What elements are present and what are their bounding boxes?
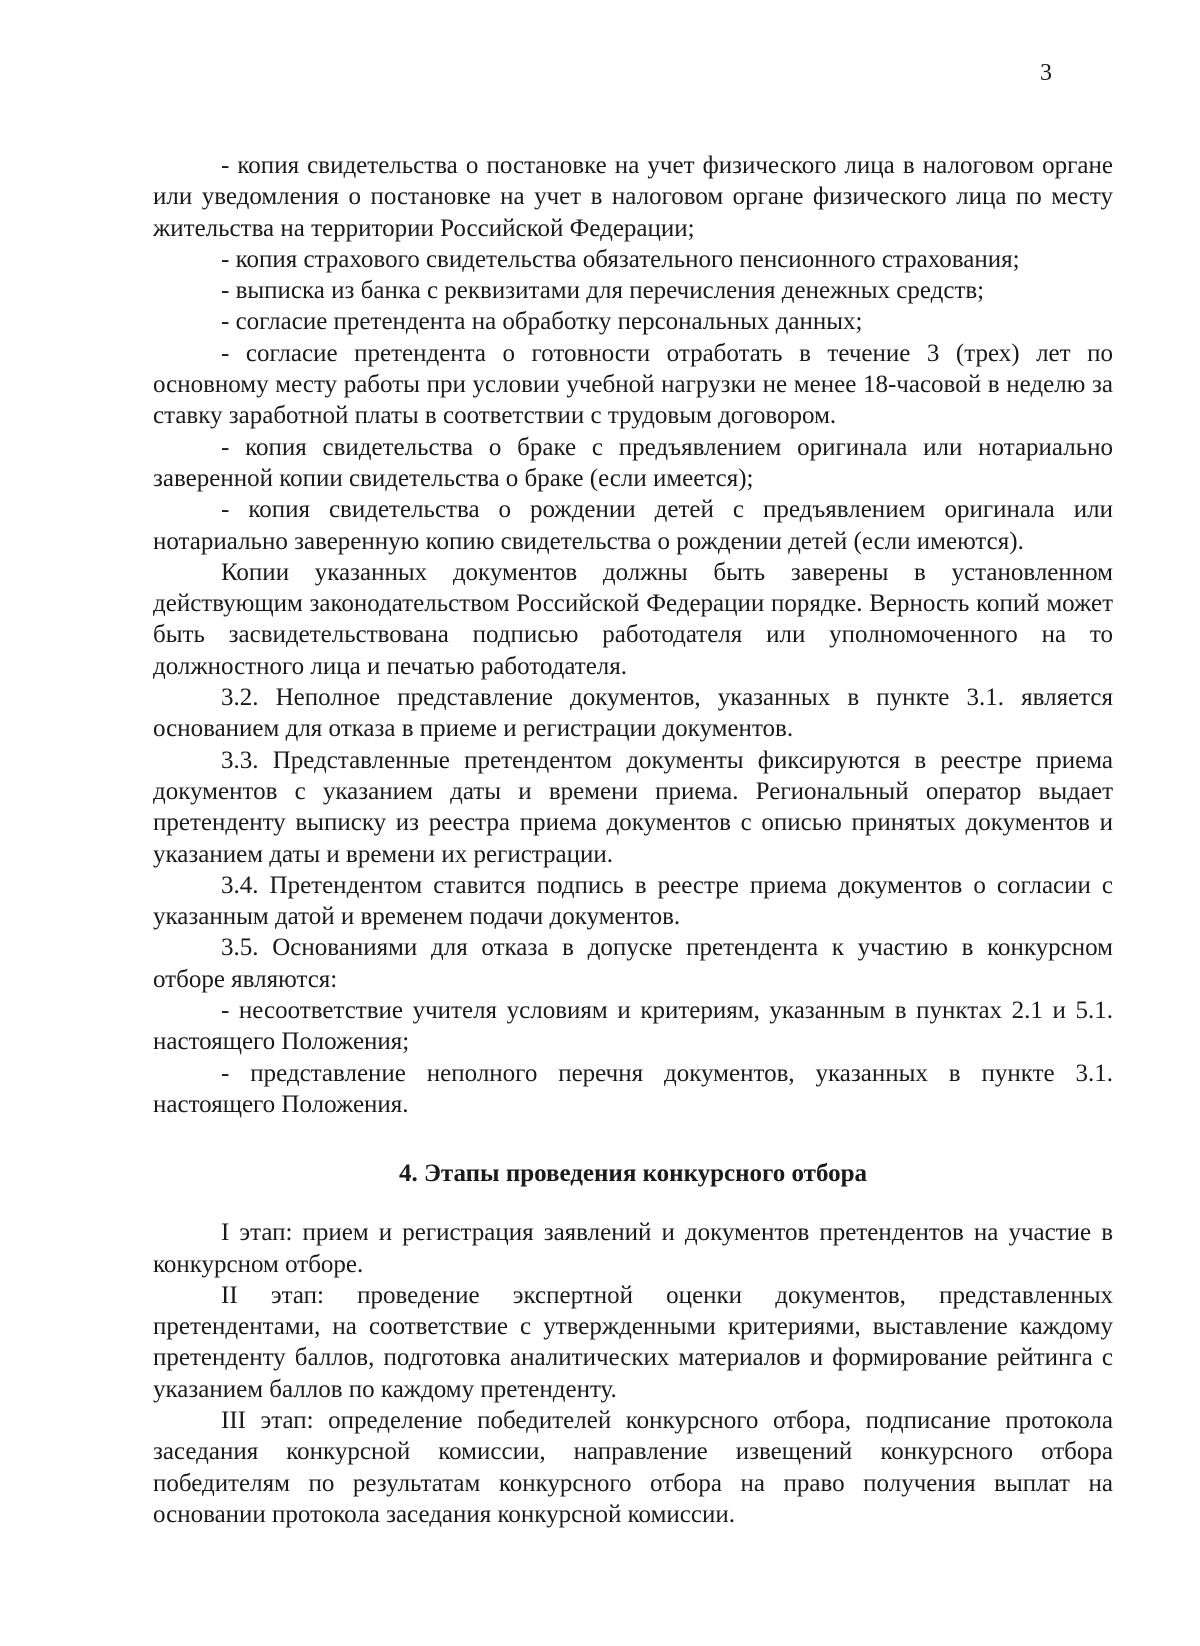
paragraph-refusal-reason-2: - представление неполного перечня документов, указанных в пункте 3.1. настоящего Положения. bbox=[153, 1059, 1113, 1118]
paragraph-stage-1: I этап: прием и регистрация заявлений и документов претендентов на участие в конкурсном отборе. bbox=[153, 1219, 1113, 1278]
document-body bbox=[153, 150, 1113, 1530]
paragraph-3-2: 3.2. Неполное представление документов, указанных в пункте 3.1. является основанием для отказа в приеме и регистрации документов. bbox=[153, 684, 1113, 743]
paragraph-tax-certificate: - копия свидетельства о постановке на учет физического лица в налоговом органе или уведомления о постановке на учет в налоговом органе физического лица по месту жительства на территории Российской Федерации; bbox=[153, 152, 1113, 242]
paragraph-work-consent: - согласие претендента о готовности отработать в течение 3 (трех) лет по основному месту работы при условии учебной нагрузки не менее 18-часовой в неделю за ставку заработной платы в соответствии с трудовым договором. bbox=[153, 339, 1113, 430]
paragraph-3-3: 3.3. Представленные претендентом документы фиксируются в реестре приема документов с указанием даты и времени приема. Региональный оператор выдает претенденту выписку из реестра приема документов с описью принятых документов и указанием даты и времени их регистрации. bbox=[153, 746, 1113, 868]
page-number: 3 bbox=[1040, 60, 1052, 86]
paragraph-birth-certificate: - копия свидетельства о рождении детей с предъявлением оригинала или нотариально заверенную копию свидетельства о рождении детей (если имеются). bbox=[153, 496, 1113, 555]
paragraph-stage-3: III этап: определение победителей конкурсного отбора, подписание протокола заседания конкурсной комиссии, направление извещений конкурсного отбора победителям по результатам конкурсного отбора на право получения выплат на основании протокола заседания конкурсной комиссии. bbox=[153, 1406, 1113, 1528]
paragraph-bank-statement: - выписка из банка с реквизитами для перечисления денежных средств; bbox=[221, 277, 985, 305]
paragraph-marriage-certificate: - копия свидетельства о браке с предъявлением оригинала или нотариально заверенной копии свидетельства о браке (если имеется); bbox=[153, 433, 1113, 492]
section-heading: 4. Этапы проведения конкурсного отбора bbox=[398, 1160, 868, 1188]
paragraph-data-consent: - согласие претендента на обработку персональных данных; bbox=[221, 308, 863, 336]
paragraph-3-5: 3.5. Основаниями для отказа в допуске претендента к участию в конкурсном отборе являются: bbox=[153, 934, 1113, 993]
paragraph-refusal-reason-1: - несоответствие учителя условиям и критериям, указанным в пунктах 2.1 и 5.1. настоящего Положения; bbox=[153, 997, 1113, 1056]
paragraph-pension-certificate: - копия страхового свидетельства обязательного пенсионного страхования; bbox=[221, 245, 1020, 273]
paragraph-stage-2: II этап: проведение экспертной оценки документов, представленных претендентами, на соответствие с утвержденными критериями, выставление каждому претенденту баллов, подготовка аналитических материалов и формирование рейтинга с указанием баллов по каждому претенденту. bbox=[153, 1281, 1113, 1403]
paragraph-3-4: 3.4. Претендентом ставится подпись в реестре приема документов о согласии с указанным датой и временем подачи документов. bbox=[153, 871, 1113, 931]
paragraph-copies-certification: Копии указанных документов должны быть заверены в установленном действующим законодательством Российской Федерации порядке. Верность копий может быть засвидетельствована подписью работодателя или уполномоченного на то должностного лица и печатью работодателя. bbox=[153, 558, 1113, 680]
